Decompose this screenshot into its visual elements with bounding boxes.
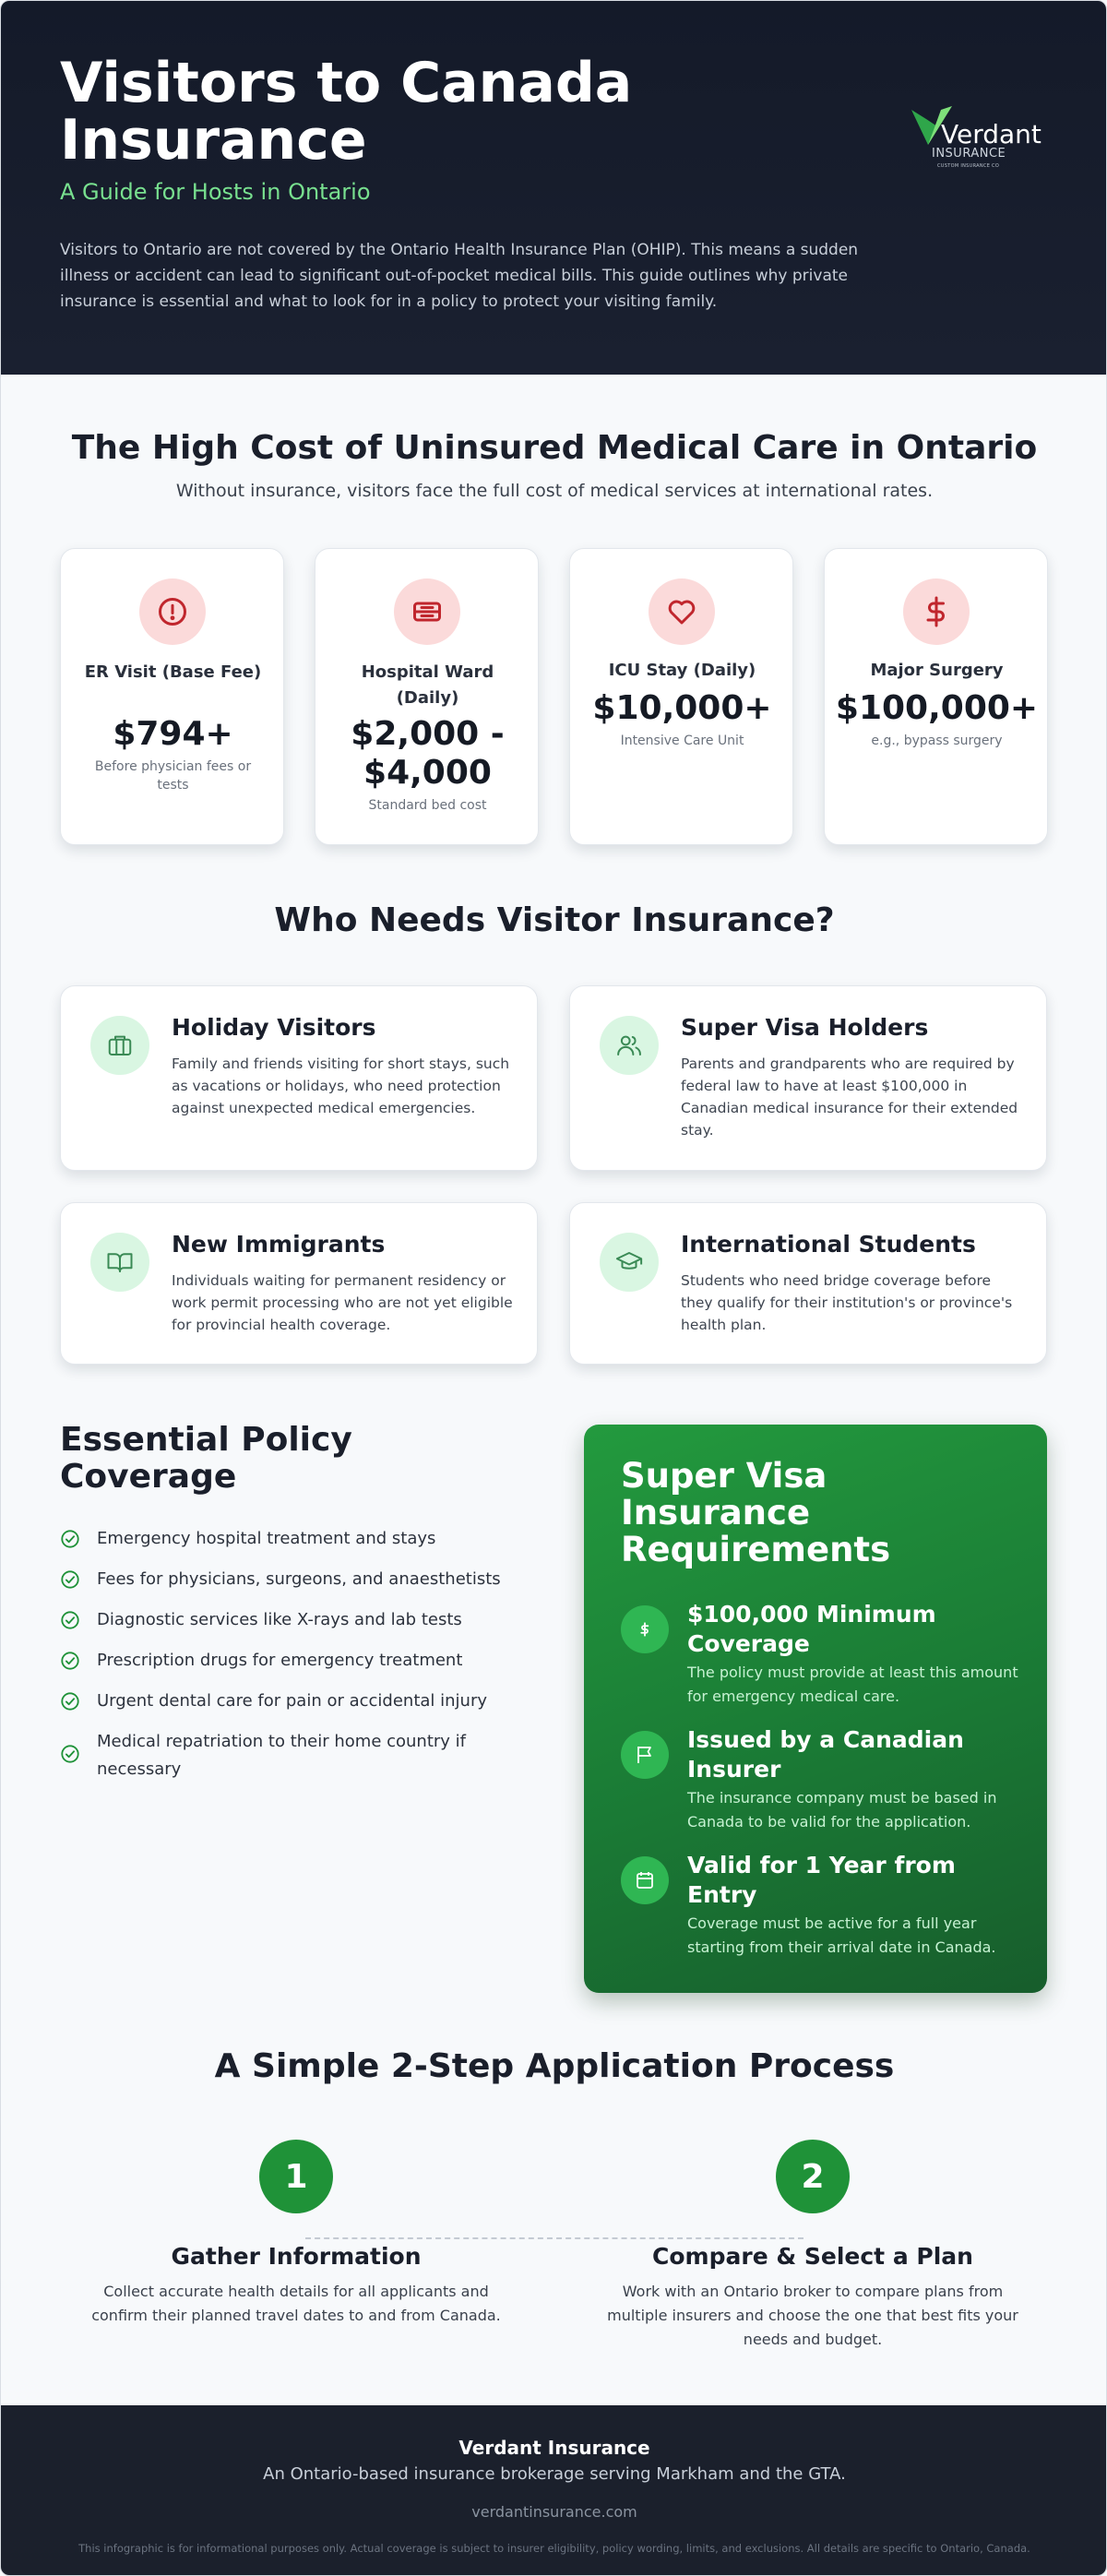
- cost-label: Major Surgery: [870, 661, 1004, 680]
- costs-title: The High Cost of Uninsured Medical Care in Ontario: [71, 429, 1038, 467]
- dollar-icon: [903, 578, 970, 645]
- briefcase-icon: [90, 1016, 149, 1075]
- cost-note: e.g., bypass surgery: [871, 733, 1003, 748]
- audience-card-desc: Family and friends visiting for short stays, such as vacations or holidays, who need protection against unexpected medical emergencies.: [172, 1055, 510, 1116]
- supervisa-item-desc: Coverage must be active for a full year starting from their arrival date in Canada.: [687, 1914, 996, 1956]
- cost-card-surgery: [824, 548, 1048, 845]
- check-circle-icon: [60, 1610, 80, 1630]
- coverage-item-text: Urgent dental care for pain or accidental injury: [97, 1691, 487, 1711]
- cost-value: $794+: [113, 715, 233, 753]
- logo-text: Verdant: [941, 119, 1042, 149]
- costs-subtitle: Without insurance, visitors face the full cost of medical services at international rates.: [175, 481, 934, 501]
- flag-icon: [621, 1731, 669, 1779]
- supervisa-item-desc: The insurance company must be based in Canada to be valid for the application.: [687, 1789, 997, 1831]
- step-number: 1: [259, 2140, 333, 2213]
- step-title: Gather Information: [171, 2243, 422, 2270]
- supervisa-item-title: Valid for 1 Year from Entry: [687, 1852, 956, 1908]
- cost-note: Standard bed cost: [368, 798, 487, 813]
- logo-subtext: INSURANCE: [932, 147, 1006, 161]
- audience-card-students: [569, 1202, 1047, 1365]
- audience-card-desc: Individuals waiting for permanent residency or work permit processing who are not yet eligible for provincial health coverage.: [172, 1272, 513, 1333]
- alert-circle-icon: [139, 578, 206, 645]
- page-subtitle: A Guide for Hosts in Ontario: [60, 179, 371, 205]
- book-open-icon: [90, 1233, 149, 1292]
- footer-disclaimer: This infographic is for informational purposes only. Actual coverage is subject to insurer eligibility, policy wording, limits, and exclusions. All details are specific to Ontario, Canada.: [78, 2542, 1030, 2555]
- coverage-item-text: Fees for physicians, surgeons, and anaesthetists: [97, 1569, 501, 1589]
- page-title: Visitors to Canada Insurance: [60, 51, 633, 173]
- cost-label: Hospital Ward (Daily): [361, 662, 494, 708]
- audience-card-desc: Parents and grandparents who are required by federal law to have at least $100,000 in Canadian medical insurance for their extended stay.: [681, 1055, 1018, 1139]
- audience-title: Who Needs Visitor Insurance?: [274, 901, 835, 939]
- check-circle-icon: [60, 1691, 80, 1711]
- audience-card-title: International Students: [681, 1231, 976, 1258]
- coverage-item-text: Prescription drugs for emergency treatment: [97, 1651, 463, 1670]
- step-number: 2: [776, 2140, 850, 2213]
- audience-card-immigrants: [60, 1202, 538, 1365]
- coverage-item-text: Diagnostic services like X-rays and lab tests: [97, 1610, 462, 1629]
- check-circle-icon: [60, 1529, 80, 1549]
- dollar-icon: [621, 1605, 669, 1653]
- check-circle-icon: [60, 1651, 80, 1671]
- supervisa-title: Super Visa Insurance Requirements: [621, 1456, 891, 1569]
- verdant-logo: [910, 104, 1042, 171]
- hospital-bed-icon: [394, 578, 460, 645]
- step-desc: Work with an Ontario broker to compare plans from multiple insurers and choose the one that best fits your needs and budget.: [607, 2283, 1018, 2348]
- heart-icon: [649, 578, 715, 645]
- check-circle-icon: [60, 1569, 80, 1590]
- cost-label: ER Visit (Base Fee): [84, 662, 262, 682]
- audience-card-title: New Immigrants: [172, 1231, 386, 1258]
- supervisa-item-title: $100,000 Minimum Coverage: [687, 1601, 936, 1657]
- footer-website-link[interactable]: verdantinsurance.com: [471, 2503, 637, 2521]
- cost-value: $2,000 - $4,000: [351, 715, 505, 792]
- cost-value: $10,000+: [592, 689, 772, 727]
- cost-card-er: [60, 548, 284, 845]
- supervisa-item-title: Issued by a Canadian Insurer: [687, 1726, 964, 1783]
- calendar-icon: [621, 1856, 669, 1904]
- cost-label: ICU Stay (Daily): [608, 661, 756, 680]
- supervisa-panel: [584, 1425, 1047, 1993]
- process-title: A Simple 2-Step Application Process: [214, 2047, 895, 2085]
- coverage-item-text: Medical repatriation to their home country if necessary: [97, 1732, 467, 1779]
- graduation-cap-icon: [600, 1233, 659, 1292]
- header: [1, 1, 1107, 375]
- audience-card-title: Super Visa Holders: [681, 1014, 929, 1041]
- audience-card-title: Holiday Visitors: [172, 1014, 376, 1041]
- intro-text: Visitors to Ontario are not covered by the Ontario Health Insurance Plan (OHIP). This means a sudden illness or accident can lead to significant out-of-pocket medical bills. This guide outlines why private insurance is essential and what to look for in a policy to protect your visiting family.: [60, 241, 859, 311]
- audience-card-supervisa: [569, 985, 1047, 1171]
- audience-card-desc: Students who need bridge coverage before they qualify for their institution's or province's health plan.: [681, 1272, 1013, 1333]
- logo-tagline: CUSTOM INSURANCE CO: [937, 163, 1000, 169]
- footer-company-name: Verdant Insurance: [458, 2437, 650, 2459]
- cost-note: Intensive Care Unit: [620, 733, 744, 748]
- coverage-item-text: Emergency hospital treatment and stays: [97, 1529, 436, 1548]
- users-icon: [600, 1016, 659, 1075]
- audience-card-holiday: [60, 985, 538, 1171]
- cost-card-ward: [315, 548, 539, 845]
- step-connector: [305, 2237, 803, 2239]
- step-desc: Collect accurate health details for all applicants and confirm their planned travel dates to and from Canada.: [91, 2283, 501, 2324]
- cost-value: $100,000+: [835, 689, 1039, 727]
- check-circle-icon: [60, 1744, 80, 1764]
- step-title: Compare & Select a Plan: [652, 2243, 973, 2270]
- cost-note: Before physician fees or tests: [94, 759, 252, 793]
- cost-card-icu: [569, 548, 793, 845]
- footer: [1, 2405, 1107, 2576]
- supervisa-item-desc: The policy must provide at least this amount for emergency medical care.: [687, 1664, 1018, 1705]
- coverage-title: Essential Policy Coverage: [60, 1421, 352, 1496]
- footer-tagline: An Ontario-based insurance brokerage serving Markham and the GTA.: [263, 2464, 846, 2484]
